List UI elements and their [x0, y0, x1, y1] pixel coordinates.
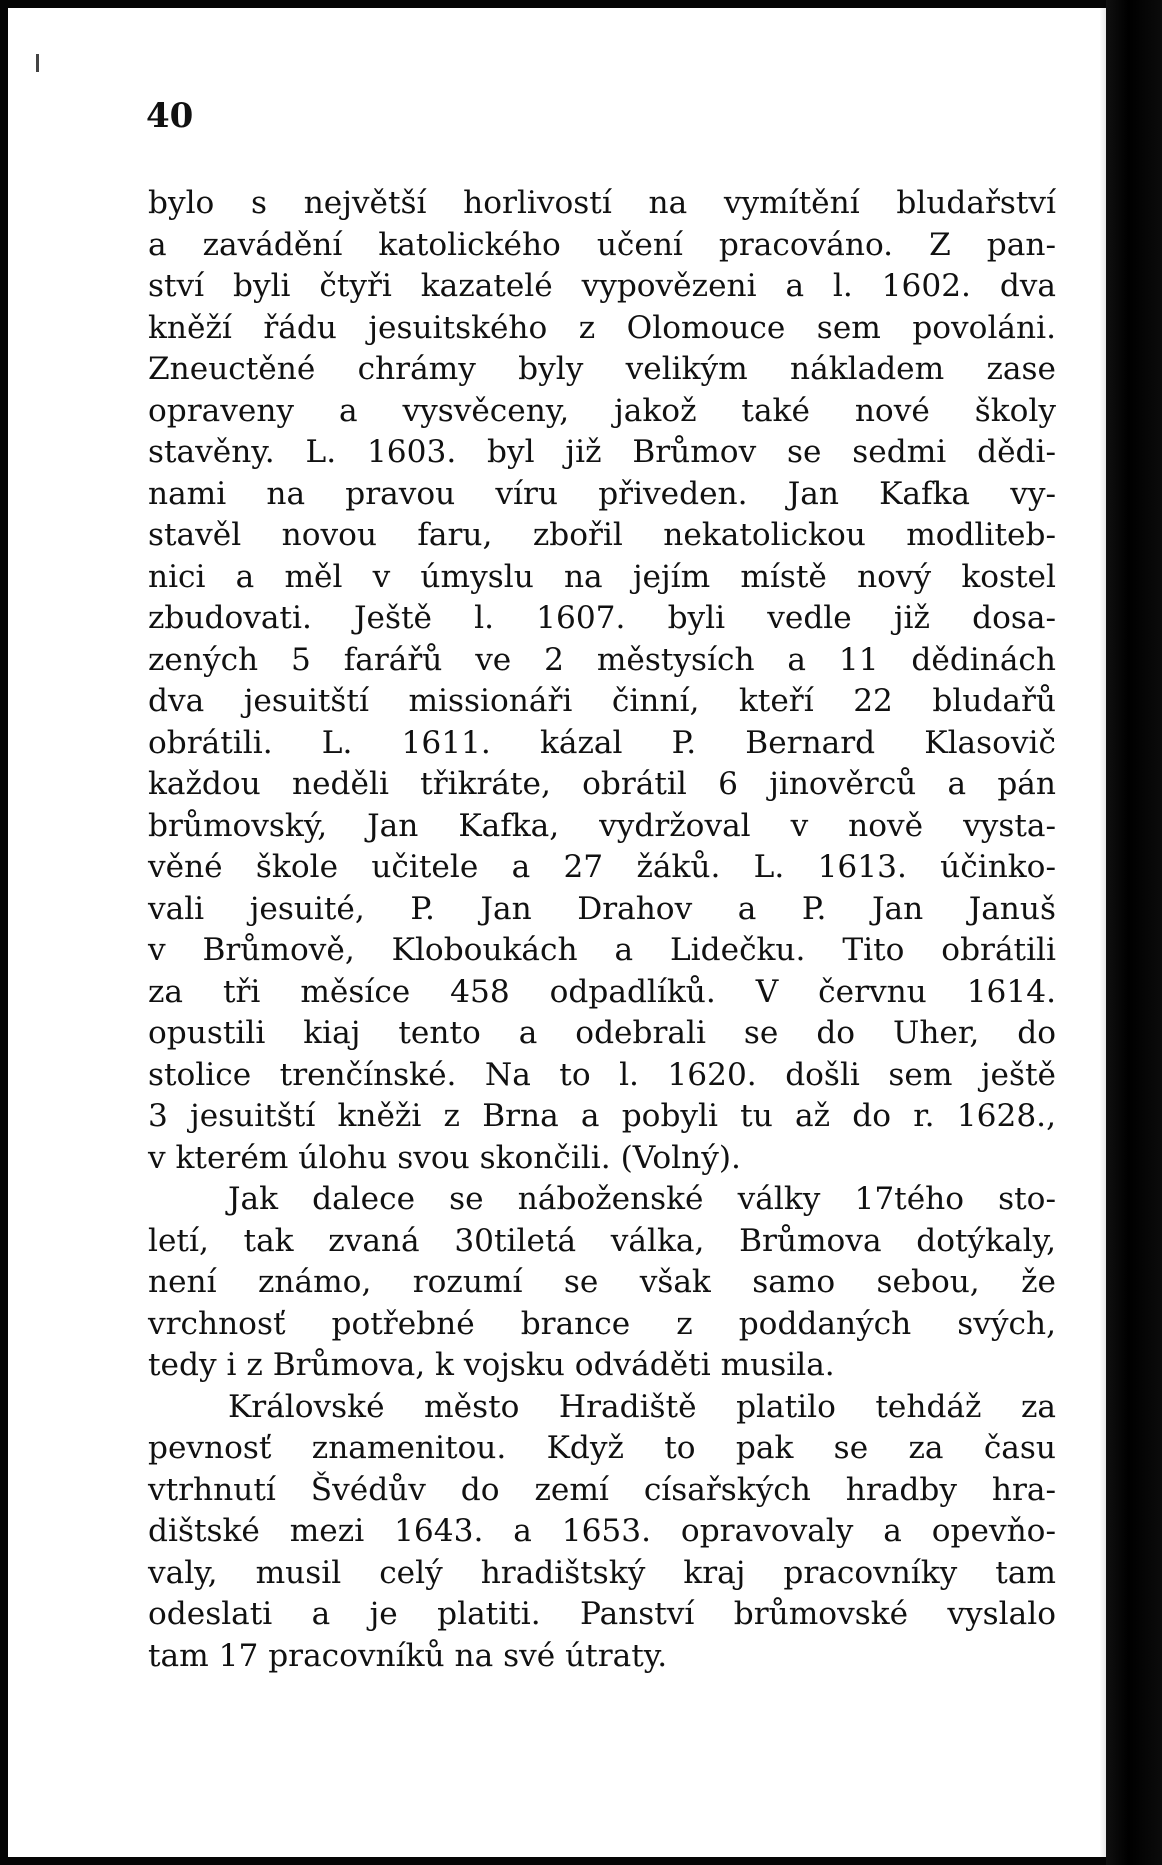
text-line: zených 5 farářů ve 2 městysích a 11 dědinách [148, 641, 1056, 678]
text-line: věné škole učitele a 27 žáků. L. 1613. účinko- [148, 849, 1056, 885]
book-page [8, 8, 1106, 1857]
text-line: dva jesuitští missionáři činní, kteří 22 bludařů [148, 683, 1056, 719]
text-line: tedy i z Brůmova, k vojsku odváděti musila. [148, 1347, 835, 1383]
text-line: stolice trenčínské. Na to l. 1620. došli sem ještě [148, 1056, 1056, 1093]
text-line: bylo s největší horlivostí na vymítění bludařství [148, 185, 1056, 221]
text-line: brůmovský, Jan Kafka, vydržoval v nově vysta- [148, 807, 1056, 844]
text-line: 3 jesuitští kněži z Brna a pobyli tu až do r. 1628., [148, 1098, 1056, 1134]
margin-mark [36, 54, 39, 72]
body-text [148, 183, 1056, 1677]
text-line: v kterém úlohu svou skončili. (Volný). [148, 1139, 741, 1176]
text-line: stavěl novou faru, zbořil nekatolickou modliteb- [148, 517, 1056, 553]
text-line: tam 17 pracovníků na své útraty. [148, 1637, 668, 1674]
text-line: pevnosť znamenitou. Když to pak se za času [148, 1430, 1056, 1466]
text-line: stavěny. L. 1603. byl již Brůmov se sedmi dědi- [148, 434, 1056, 470]
text-line: valy, musil celý hradištský kraj pracovníky tam [148, 1554, 1056, 1591]
text-line: odeslati a je platiti. Panství brůmovské vyslalo [148, 1596, 1056, 1632]
text-line: Královské město Hradiště platilo tehdáž za [228, 1388, 1056, 1425]
text-line: dištské mezi 1643. a 1653. opravovaly a opevňo- [148, 1513, 1056, 1549]
text-line: vtrhnutí Švédův do zemí císařských hradby hra- [148, 1471, 1056, 1508]
text-line: nami na pravou víru přiveden. Jan Kafka vy- [148, 475, 1056, 512]
page-number: 40 [146, 96, 194, 136]
text-line: každou neděli třikráte, obrátil 6 jinověrců a pán [148, 766, 1056, 802]
text-line: zbudovati. Ještě l. 1607. byli vedle již dosa- [148, 600, 1056, 636]
text-line: a zavádění katolického učení pracováno. Z pan- [148, 226, 1056, 263]
text-line: v Brůmově, Kloboukách a Lidečku. Tito obrátili [148, 932, 1056, 968]
text-line: kněží řádu jesuitského z Olomouce sem povoláni. [148, 309, 1056, 346]
text-line: není známo, rozumí se však samo sebou, že [148, 1264, 1056, 1300]
text-line: za tři měsíce 458 odpadlíků. V červnu 1614. [148, 973, 1056, 1010]
text-line: ství byli čtyři kazatelé vypovězeni a l. 1602. dva [148, 268, 1056, 304]
text-line: Zneuctěné chrámy byly velikým nákladem zase [148, 351, 1056, 387]
text-line: vali jesuité, P. Jan Drahov a P. Jan Januš [148, 890, 1056, 927]
text-line: vrchnosť potřebné brance z poddaných svých, [148, 1305, 1056, 1342]
binding-shadow [1106, 0, 1162, 1865]
text-line: nici a měl v úmyslu na jejím místě nový kostel [148, 558, 1056, 595]
text-line: opustili kiaj tento a odebrali se do Uher, do [148, 1015, 1056, 1051]
text-line: opraveny a vysvěceny, jakož také nové školy [148, 392, 1056, 429]
text-line: obrátili. L. 1611. kázal P. Bernard Klasovič [148, 724, 1056, 761]
text-line: Jak dalece se náboženské války 17tého sto- [228, 1181, 1056, 1217]
text-line: letí, tak zvaná 30tiletá válka, Brůmova dotýkaly, [148, 1222, 1056, 1259]
